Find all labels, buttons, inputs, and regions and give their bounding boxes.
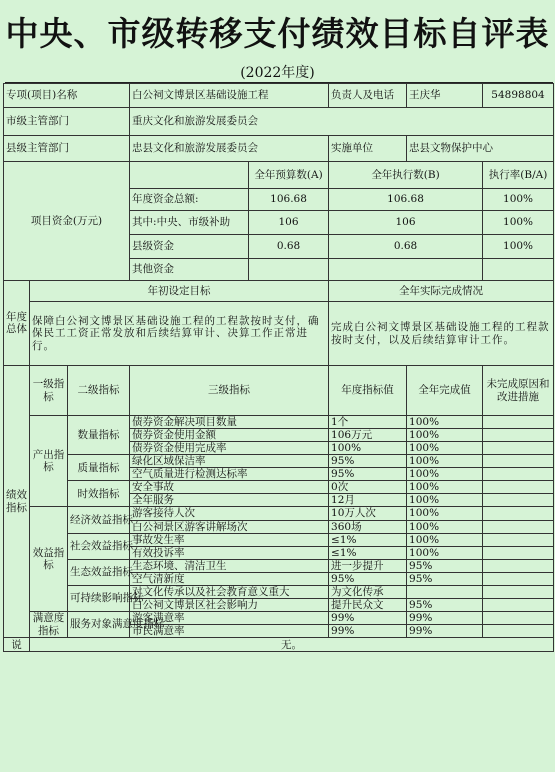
perf-row-reason	[483, 481, 554, 494]
perf-row-reason	[483, 559, 554, 572]
perf-row-name: 游客接待人次	[130, 507, 329, 520]
perf-row-reason	[483, 572, 554, 585]
perf-col-done: 全年完成值	[407, 366, 483, 416]
perf-row-done: 100%	[407, 520, 483, 533]
perf-row-done: 99%	[407, 625, 483, 638]
perf-row-reason	[483, 585, 554, 598]
perf-row-reason	[483, 598, 554, 611]
perf-row-reason	[483, 625, 554, 638]
perf-col-reason: 未完成原因和改进措施	[483, 366, 554, 416]
perf-row-name: 游客满意率	[130, 611, 329, 624]
perf-row-name: 事故发生率	[130, 533, 329, 546]
funds-row-name: 县级资金	[130, 235, 249, 259]
perf-row-reason	[483, 455, 554, 468]
goals-initial-text: 保障白公祠文博景区基础设施工程的工程款按时支付，确保民工工资正常发放和后续结算审计、决算工作正常进行。	[30, 302, 329, 366]
perf-row-done: 100%	[407, 533, 483, 546]
goals-actual-title: 全年实际完成情况	[329, 281, 554, 302]
goals-text-row	[4, 302, 554, 366]
perf-row-done: 100%	[407, 442, 483, 455]
funds-row-name: 其中:中央、市级补助	[130, 211, 249, 235]
funds-col-exec: 全年执行数(B)	[329, 162, 483, 189]
perf-row-done: 95%	[407, 598, 483, 611]
perf-row-target: 95%	[329, 468, 407, 481]
perf-row-reason	[483, 429, 554, 442]
person-name: 王庆华	[407, 84, 483, 108]
perf-row-target: ≤1%	[329, 546, 407, 559]
perf-row-target: 进一步提升	[329, 559, 407, 572]
perf-row	[4, 611, 554, 624]
perf-row-done: 100%	[407, 546, 483, 559]
info-row-project	[4, 84, 554, 108]
perf-col-l2: 二级指标	[68, 366, 130, 416]
goals-actual-text: 完成白公祠文博景区基础设施工程的工程款按时支付，以及后续结算审计工作。	[329, 302, 554, 366]
perf-row-name: 全年服务	[130, 494, 329, 507]
perf-row-reason	[483, 533, 554, 546]
perf-row	[4, 507, 554, 520]
perf-row-name: 有效投诉率	[130, 546, 329, 559]
funds-row-exec: 106	[329, 211, 483, 235]
city-dept-value: 重庆文化和旅游发展委员会	[130, 108, 554, 136]
perf-row-name: 债券资金使用完成率	[130, 442, 329, 455]
footer-row	[4, 638, 554, 652]
l2-social: 社会效益指标	[68, 533, 130, 559]
perf-row-name: 白公祠文博景区社会影响力	[130, 598, 329, 611]
perf-row-name: 债券资金使用金额	[130, 429, 329, 442]
perf-row-target: 0次	[329, 481, 407, 494]
perf-row	[4, 416, 554, 429]
perf-row-done	[407, 585, 483, 598]
perf-row	[4, 481, 554, 494]
perf-row-target: 提升民众文	[329, 598, 407, 611]
perf-row-name: 安全事故	[130, 481, 329, 494]
perf-row-done: 100%	[407, 507, 483, 520]
info-row-city	[4, 108, 554, 136]
funds-row-budget: 106	[249, 211, 329, 235]
perf-row-done: 100%	[407, 481, 483, 494]
funds-row-budget	[249, 259, 329, 281]
perf-row-name: 对文化传承以及社会教育意义重大	[130, 585, 329, 598]
perf-row-reason	[483, 611, 554, 624]
perf-row-reason	[483, 442, 554, 455]
perf-row-reason	[483, 546, 554, 559]
funds-row-rate	[483, 259, 554, 281]
perf-row-name: 生态环境、清洁卫生	[130, 559, 329, 572]
perf-row	[4, 559, 554, 572]
perf-row-done: 100%	[407, 468, 483, 481]
perf-row-name: 空气清新度	[130, 572, 329, 585]
perf-row-reason	[483, 416, 554, 429]
funds-row-name: 其他资金	[130, 259, 249, 281]
perf-row-reason	[483, 494, 554, 507]
evaluation-table	[3, 83, 554, 652]
perf-row-target: 106万元	[329, 429, 407, 442]
l2-sustain: 可持续影响指标	[68, 585, 130, 611]
funds-col-budget: 全年预算数(A)	[249, 162, 329, 189]
l1-benefit: 效益指标	[30, 507, 68, 612]
perf-row-target: 为文化传承	[329, 585, 407, 598]
perf-row-name: 白公祠景区游客讲解场次	[130, 520, 329, 533]
l2-quantity: 数量指标	[68, 416, 130, 455]
l2-service: 服务对象满意度指标	[68, 611, 130, 637]
perf-label: 绩效指标	[4, 366, 30, 638]
perf-row	[4, 585, 554, 598]
perf-row-reason	[483, 468, 554, 481]
perf-header-row	[4, 366, 554, 416]
l2-quality: 质量指标	[68, 455, 130, 481]
person-phone: 54898804	[483, 84, 554, 108]
perf-col-target: 年度指标值	[329, 366, 407, 416]
funds-header-blank	[130, 162, 249, 189]
l2-time: 时效指标	[68, 481, 130, 507]
funds-row-rate: 100%	[483, 211, 554, 235]
county-dept-label: 县级主管部门	[4, 136, 130, 162]
perf-row-target: 99%	[329, 625, 407, 638]
perf-row-target: 100%	[329, 442, 407, 455]
perf-row-target: 12月	[329, 494, 407, 507]
perf-row-done: 100%	[407, 416, 483, 429]
perf-row-done: 100%	[407, 429, 483, 442]
funds-col-rate: 执行率(B/A)	[483, 162, 554, 189]
funds-row-name: 年度资金总额:	[130, 189, 249, 211]
perf-row-done: 100%	[407, 494, 483, 507]
funds-row-exec: 106.68	[329, 189, 483, 211]
funds-row-exec	[329, 259, 483, 281]
project-value: 白公祠文博景区基础设施工程	[130, 84, 329, 108]
perf-row-done: 95%	[407, 572, 483, 585]
perf-row-target: 1个	[329, 416, 407, 429]
goals-header-row	[4, 281, 554, 302]
unit-value: 忠县文物保护中心	[407, 136, 554, 162]
perf-row-name: 绿化区域保洁率	[130, 455, 329, 468]
county-dept-value: 忠县文化和旅游发展委员会	[130, 136, 329, 162]
perf-row-target: 360场	[329, 520, 407, 533]
l1-satisfaction: 满意度指标	[30, 611, 68, 637]
perf-row	[4, 533, 554, 546]
goals-label: 年度总体	[4, 281, 30, 366]
perf-row	[4, 455, 554, 468]
perf-row-target: 10万人次	[329, 507, 407, 520]
perf-col-l1: 一级指标	[30, 366, 68, 416]
info-row-county	[4, 136, 554, 162]
perf-row-target: 99%	[329, 611, 407, 624]
funds-header-row	[4, 162, 554, 189]
perf-row-done: 99%	[407, 611, 483, 624]
perf-row-reason	[483, 520, 554, 533]
l2-economic: 经济效益指标	[68, 507, 130, 533]
funds-row-exec: 0.68	[329, 235, 483, 259]
perf-row-name: 债券资金解决项目数量	[130, 416, 329, 429]
goals-initial-title: 年初设定目标	[30, 281, 329, 302]
funds-row-budget: 106.68	[249, 189, 329, 211]
perf-row-name: 空气质量进行检测达标率	[130, 468, 329, 481]
funds-row-budget: 0.68	[249, 235, 329, 259]
perf-row-reason	[483, 507, 554, 520]
perf-col-l3: 三级指标	[130, 366, 329, 416]
perf-row-target: 95%	[329, 455, 407, 468]
footer-label: 说	[4, 638, 30, 652]
city-dept-label: 市级主管部门	[4, 108, 130, 136]
perf-row-done: 100%	[407, 455, 483, 468]
perf-row-target: 95%	[329, 572, 407, 585]
page-title: 中央、市级转移支付绩效目标自评表	[5, 14, 550, 53]
perf-row-done: 95%	[407, 559, 483, 572]
perf-row-target: ≤1%	[329, 533, 407, 546]
perf-row-name: 市民满意率	[130, 625, 329, 638]
l1-output: 产出指标	[30, 416, 68, 507]
footer-value: 无。	[30, 638, 554, 652]
funds-label: 项目资金(万元)	[4, 162, 130, 281]
funds-row-rate: 100%	[483, 235, 554, 259]
project-label: 专项(项目)名称	[4, 84, 130, 108]
unit-label: 实施单位	[329, 136, 407, 162]
person-label: 负责人及电话	[329, 84, 407, 108]
year-label: (2022年度)	[240, 65, 315, 81]
funds-row-rate: 100%	[483, 189, 554, 211]
l2-ecological: 生态效益指标	[68, 559, 130, 585]
